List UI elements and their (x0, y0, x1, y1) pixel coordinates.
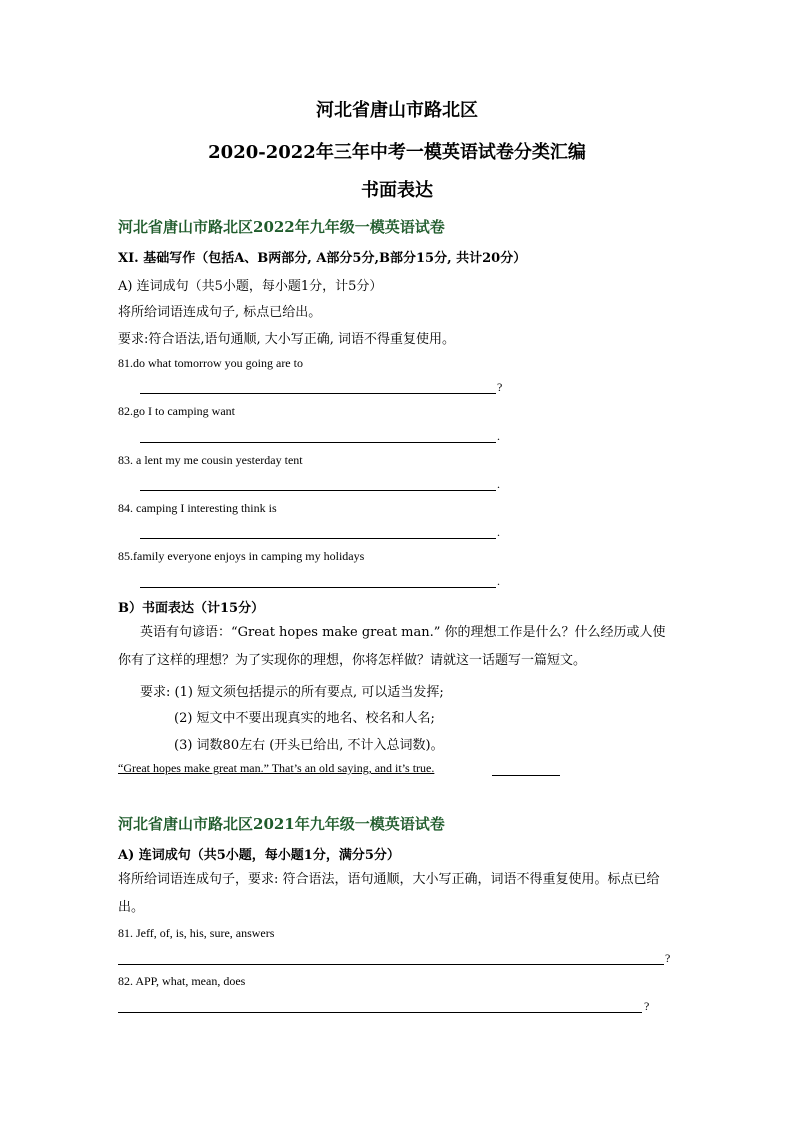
question-85: 85.family everyone enjoys in camping my holidays (118, 549, 365, 563)
question-82-2021: 82. APP, what, mean, does (118, 974, 246, 988)
section-heading-2021: 河北省唐山市路北区2021年九年级一模英语试卷 (118, 815, 445, 833)
instruction-2021: 将所给词语连成句子，要求: 符合语法，语句通顺，大小写正确，词语不得重复使用。标点已给出。 (118, 872, 660, 915)
part-a-title: A) 连词成句（共5小题，每小题1分，计5分） (118, 279, 383, 294)
answer-line-82-2021[interactable] (118, 1012, 642, 1013)
answer-line-84[interactable] (140, 538, 496, 539)
instruction-1: 将所给词语连成句子, 标点已给出。 (118, 305, 322, 320)
opener-underline (492, 775, 560, 776)
answer-line-83[interactable] (140, 490, 496, 491)
question-83: 83. a lent my me cousin yesterday tent (118, 453, 303, 467)
answer-line-82[interactable] (140, 442, 496, 443)
answer-line-81-2021[interactable] (118, 964, 664, 965)
requirement-2: (2) 短文中不要出现真实的地名、校名和人名; (174, 711, 435, 726)
punct-82-2021: ? (644, 999, 650, 1013)
writing-prompt: 英语有句谚语：“Great hopes make great man.” 你的理想工作是什么？什么经历或人使你有了这样的理想？为了实现你的理想，你将怎样做？请就这一话题写一篇短文。 (118, 625, 666, 668)
doc-title-region: 河北省唐山市路北区 (316, 100, 478, 121)
part-a-title-2021: A) 连词成句（共5小题，每小题1分，满分5分） (118, 848, 400, 863)
part-b-title: B）书面表达（计15分） (118, 601, 265, 616)
answer-line-81[interactable] (140, 393, 496, 394)
answer-line-85[interactable] (140, 587, 496, 588)
punct-82: . (497, 429, 500, 443)
essay-opener: “Great hopes make great man.” That’s an old saying, and it’s true. (118, 761, 435, 775)
question-81: 81.do what tomorrow you going are to (118, 356, 303, 370)
punct-85: . (497, 574, 500, 588)
question-82: 82.go I to camping want (118, 404, 235, 418)
question-84: 84. camping I interesting think is (118, 501, 277, 515)
instruction-2: 要求:符合语法,语句通顺, 大小写正确, 词语不得重复使用。 (118, 332, 456, 347)
punct-81-2021: ? (665, 951, 671, 965)
requirement-1: 要求: (1) 短文须包括提示的所有要点, 可以适当发挥; (140, 685, 444, 700)
punct-83: . (497, 477, 500, 491)
doc-title-topic: 书面表达 (361, 180, 433, 201)
punct-81: ? (497, 380, 503, 394)
section-heading-2022: 河北省唐山市路北区2022年九年级一模英语试卷 (118, 218, 445, 236)
question-81-2021: 81. Jeff, of, is, his, sure, answers (118, 926, 275, 940)
requirement-3: (3) 词数80左右 (开头已给出, 不计入总词数)。 (174, 738, 444, 753)
doc-title-main: 2020-2022年三年中考一模英语试卷分类汇编 (208, 142, 586, 163)
part-heading: XI. 基础写作（包括A、B两部分, A部分5分,B部分15分, 共计20分） (118, 251, 527, 266)
punct-84: . (497, 525, 500, 539)
